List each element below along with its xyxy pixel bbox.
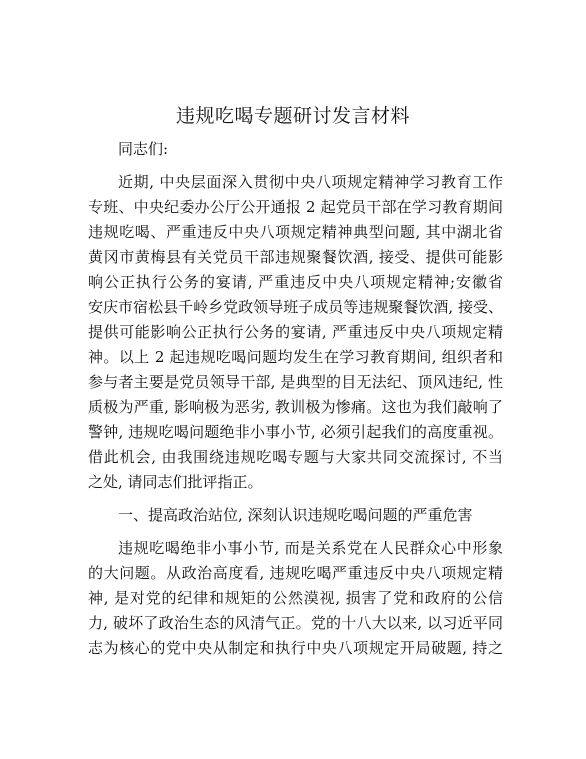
paragraph-line: 参与者主要是党员领导干部, 是典型的目无法纪、顶风违纪, 性: [88, 373, 503, 391]
paragraph-line: 神, 是对党的纪律和规矩的公然漠视, 损害了党和政府的公信: [88, 589, 503, 607]
paragraph-line: 专班、中央纪委办公厅公开通报 2 起党员干部在学习教育期间: [88, 198, 503, 216]
paragraph-line: 违规吃喝绝非小事小节, 而是关系党在人民群众心中形象: [118, 539, 503, 557]
paragraph-line: 志为核心的党中央从制定和执行中央八项规定开局破题, 持之: [88, 639, 503, 657]
paragraph-line: 响公正执行公务的宴请, 严重违反中央八项规定精神;安徽省: [88, 273, 503, 291]
paragraph-line: 神。以上 2 起违规吃喝问题均发生在学习教育期间, 组织者和: [88, 348, 503, 366]
paragraph-line: 近期, 中央层面深入贯彻中央八项规定精神学习教育工作: [118, 173, 503, 191]
document-title: 违规吃喝专题研讨发言材料: [175, 105, 410, 127]
paragraph-line: 之处, 请同志们批评指正。: [88, 473, 263, 491]
paragraph-line: 违规吃喝、严重违反中央八项规定精神典型问题, 其中湖北省: [88, 223, 503, 241]
paragraph-line: 安庆市宿松县千岭乡党政领导班子成员等违规聚餐饮酒, 接受、: [88, 298, 503, 316]
paragraph-line: 提供可能影响公正执行公务的宴请, 严重违反中央八项规定精: [88, 323, 503, 341]
paragraph-line: 质极为严重, 影响极为恶劣, 教训极为惨痛。这也为我们敲响了: [88, 398, 503, 416]
section-heading: 一、提高政治站位, 深刻认识违规吃喝问题的严重危害: [118, 506, 473, 524]
paragraph-line: 警钟, 违规吃喝问题绝非小事小节, 必须引起我们的高度重视。: [88, 423, 503, 441]
paragraph-line: 的大问题。从政治高度看, 违规吃喝严重违反中央八项规定精: [88, 564, 503, 582]
paragraph-line: 黄冈市黄梅县有关党员干部违规聚餐饮酒, 接受、提供可能影: [88, 248, 503, 266]
salutation-line: 同志们:: [118, 140, 169, 158]
paragraph-line: 力, 破坏了政治生态的风清气正。党的十八大以来, 以习近平同: [88, 614, 503, 632]
paragraph-line: 借此机会, 由我围绕违规吃喝专题与大家共同交流探讨, 不当: [88, 448, 503, 466]
